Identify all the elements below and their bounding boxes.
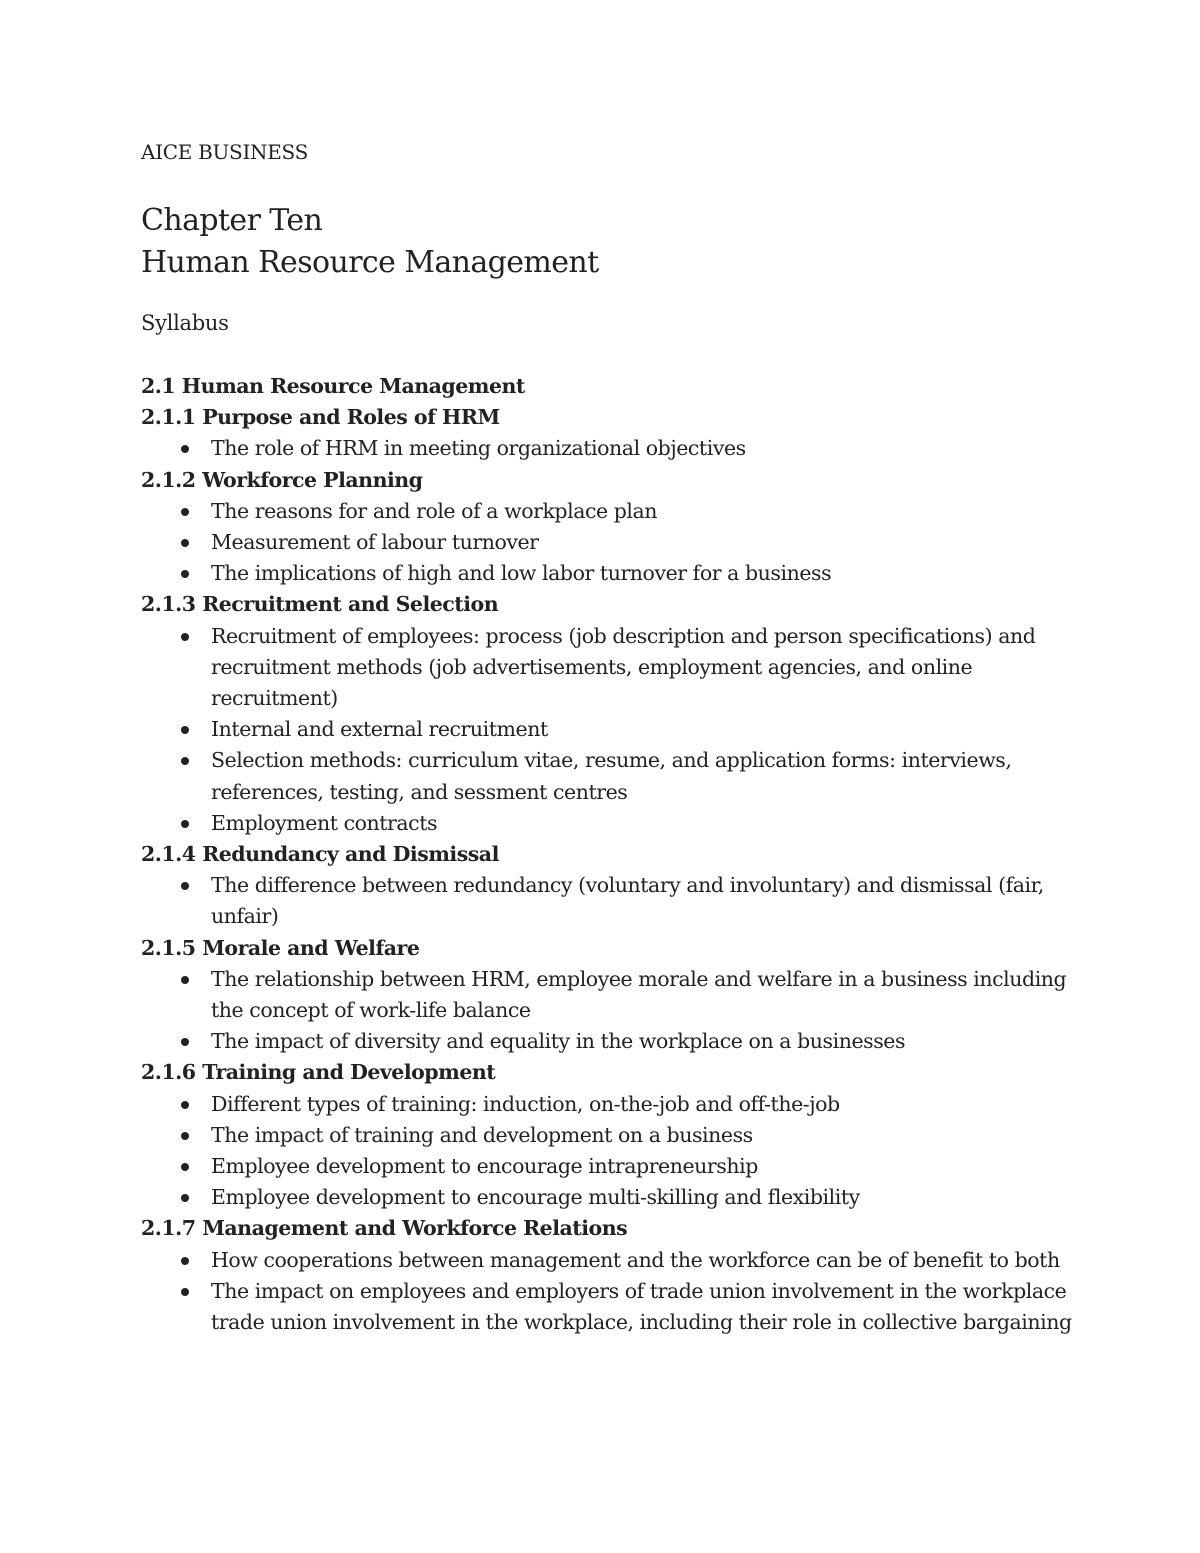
list-item-text: The relationship between HRM, employee morale and welfare in a business including the concept of work-life balance	[211, 966, 1067, 1023]
list-item-text: Internal and external recruitment	[211, 717, 548, 742]
course-title: AICE BUSINESS	[141, 140, 309, 164]
section-heading: 2.1.2 Workforce Planning	[141, 467, 423, 492]
list-item	[141, 870, 1081, 932]
section-purpose-roles	[141, 402, 1081, 464]
list-item	[141, 433, 1081, 464]
bullet-icon	[181, 757, 189, 765]
list-item	[141, 1089, 1081, 1120]
list-item-text: The impact of training and development on a business	[211, 1122, 753, 1147]
list-item-text: How cooperations between management and the workforce can be of benefit to both	[211, 1247, 1060, 1272]
bullet-list	[141, 1089, 1081, 1214]
section-redundancy-dismissal	[141, 839, 1081, 933]
bullet-icon	[181, 1194, 189, 1202]
list-item	[141, 745, 1081, 807]
document-page	[141, 138, 1081, 1338]
bullet-icon	[181, 508, 189, 516]
bullet-list	[141, 433, 1081, 464]
chapter-number-title: Chapter Ten	[141, 203, 323, 238]
list-item-text: Different types of training: induction, on-the-job and off-the-job	[211, 1091, 840, 1116]
section-heading: 2.1.6 Training and Development	[141, 1060, 496, 1085]
list-item-text: The role of HRM in meeting organizational objectives	[211, 436, 746, 461]
bullet-list	[141, 1245, 1081, 1339]
list-item-text: The difference between redundancy (voluntary and involuntary) and dismissal (fair, unfair)	[211, 873, 1044, 929]
bullet-icon	[181, 1257, 189, 1265]
bullet-icon	[181, 633, 189, 641]
bullet-icon	[181, 1038, 189, 1046]
section-morale-welfare	[141, 933, 1081, 1058]
list-item	[141, 621, 1081, 715]
list-item-text: Measurement of labour turnover	[211, 530, 539, 555]
bullet-icon	[181, 570, 189, 578]
list-item	[141, 527, 1081, 558]
list-item	[141, 1182, 1081, 1213]
list-item	[141, 1120, 1081, 1151]
bullet-list	[141, 964, 1081, 1058]
bullet-icon	[181, 1163, 189, 1171]
syllabus-label: Syllabus	[141, 311, 229, 335]
bullet-icon	[181, 976, 189, 984]
bullet-list	[141, 870, 1081, 932]
list-item	[141, 1245, 1081, 1276]
bullet-icon	[181, 726, 189, 734]
list-item	[141, 558, 1081, 589]
section-management-workforce-relations	[141, 1213, 1081, 1338]
syllabus-outline	[141, 371, 1081, 1338]
section-heading: 2.1.3 Recruitment and Selection	[141, 592, 499, 617]
bullet-list	[141, 621, 1081, 839]
list-item	[141, 1151, 1081, 1182]
main-heading: 2.1 Human Resource Management	[141, 374, 525, 398]
section-training-development	[141, 1057, 1081, 1213]
chapter-topic-title: Human Resource Management	[141, 245, 599, 280]
list-item	[141, 964, 1081, 1026]
bullet-icon	[181, 882, 189, 890]
list-item	[141, 1276, 1081, 1338]
list-item	[141, 808, 1081, 839]
list-item-text: The reasons for and role of a workplace plan	[211, 498, 658, 523]
section-heading: 2.1.5 Morale and Welfare	[141, 935, 420, 960]
bullet-icon	[181, 445, 189, 453]
list-item-text: The impact of diversity and equality in the workplace on a businesses	[211, 1029, 906, 1054]
bullet-list	[141, 496, 1081, 590]
list-item-text: Employee development to encourage intrapreneurship	[211, 1154, 758, 1179]
chapter-title	[141, 200, 1081, 284]
section-heading: 2.1.7 Management and Workforce Relations	[141, 1216, 628, 1241]
section-heading: 2.1.1 Purpose and Roles of HRM	[141, 405, 500, 430]
list-item-text: The implications of high and low labor turnover for a business	[211, 561, 832, 586]
bullet-icon	[181, 1132, 189, 1140]
bullet-icon	[181, 1288, 189, 1296]
list-item-text: Recruitment of employees: process (job description and person specifications) and recruitment methods (job advertisements, employment agencies, and online recruitment)	[211, 623, 1036, 711]
section-workforce-planning	[141, 465, 1081, 590]
list-item-text: The impact on employees and employers of trade union involvement in the workplace trade union involvement in the workplace, including their role in collective bargaining	[211, 1278, 1072, 1335]
list-item	[141, 714, 1081, 745]
section-heading: 2.1.4 Redundancy and Dismissal	[141, 842, 499, 867]
bullet-icon	[181, 1101, 189, 1109]
list-item	[141, 1026, 1081, 1057]
list-item-text: Employment contracts	[211, 810, 438, 835]
list-item-text: Selection methods: curriculum vitae, resume, and application forms: interviews, references, testing, and sessment centres	[211, 748, 1012, 804]
bullet-icon	[181, 820, 189, 828]
list-item	[141, 496, 1081, 527]
list-item-text: Employee development to encourage multi-skilling and flexibility	[211, 1185, 860, 1210]
bullet-icon	[181, 539, 189, 547]
section-recruitment-selection	[141, 589, 1081, 839]
